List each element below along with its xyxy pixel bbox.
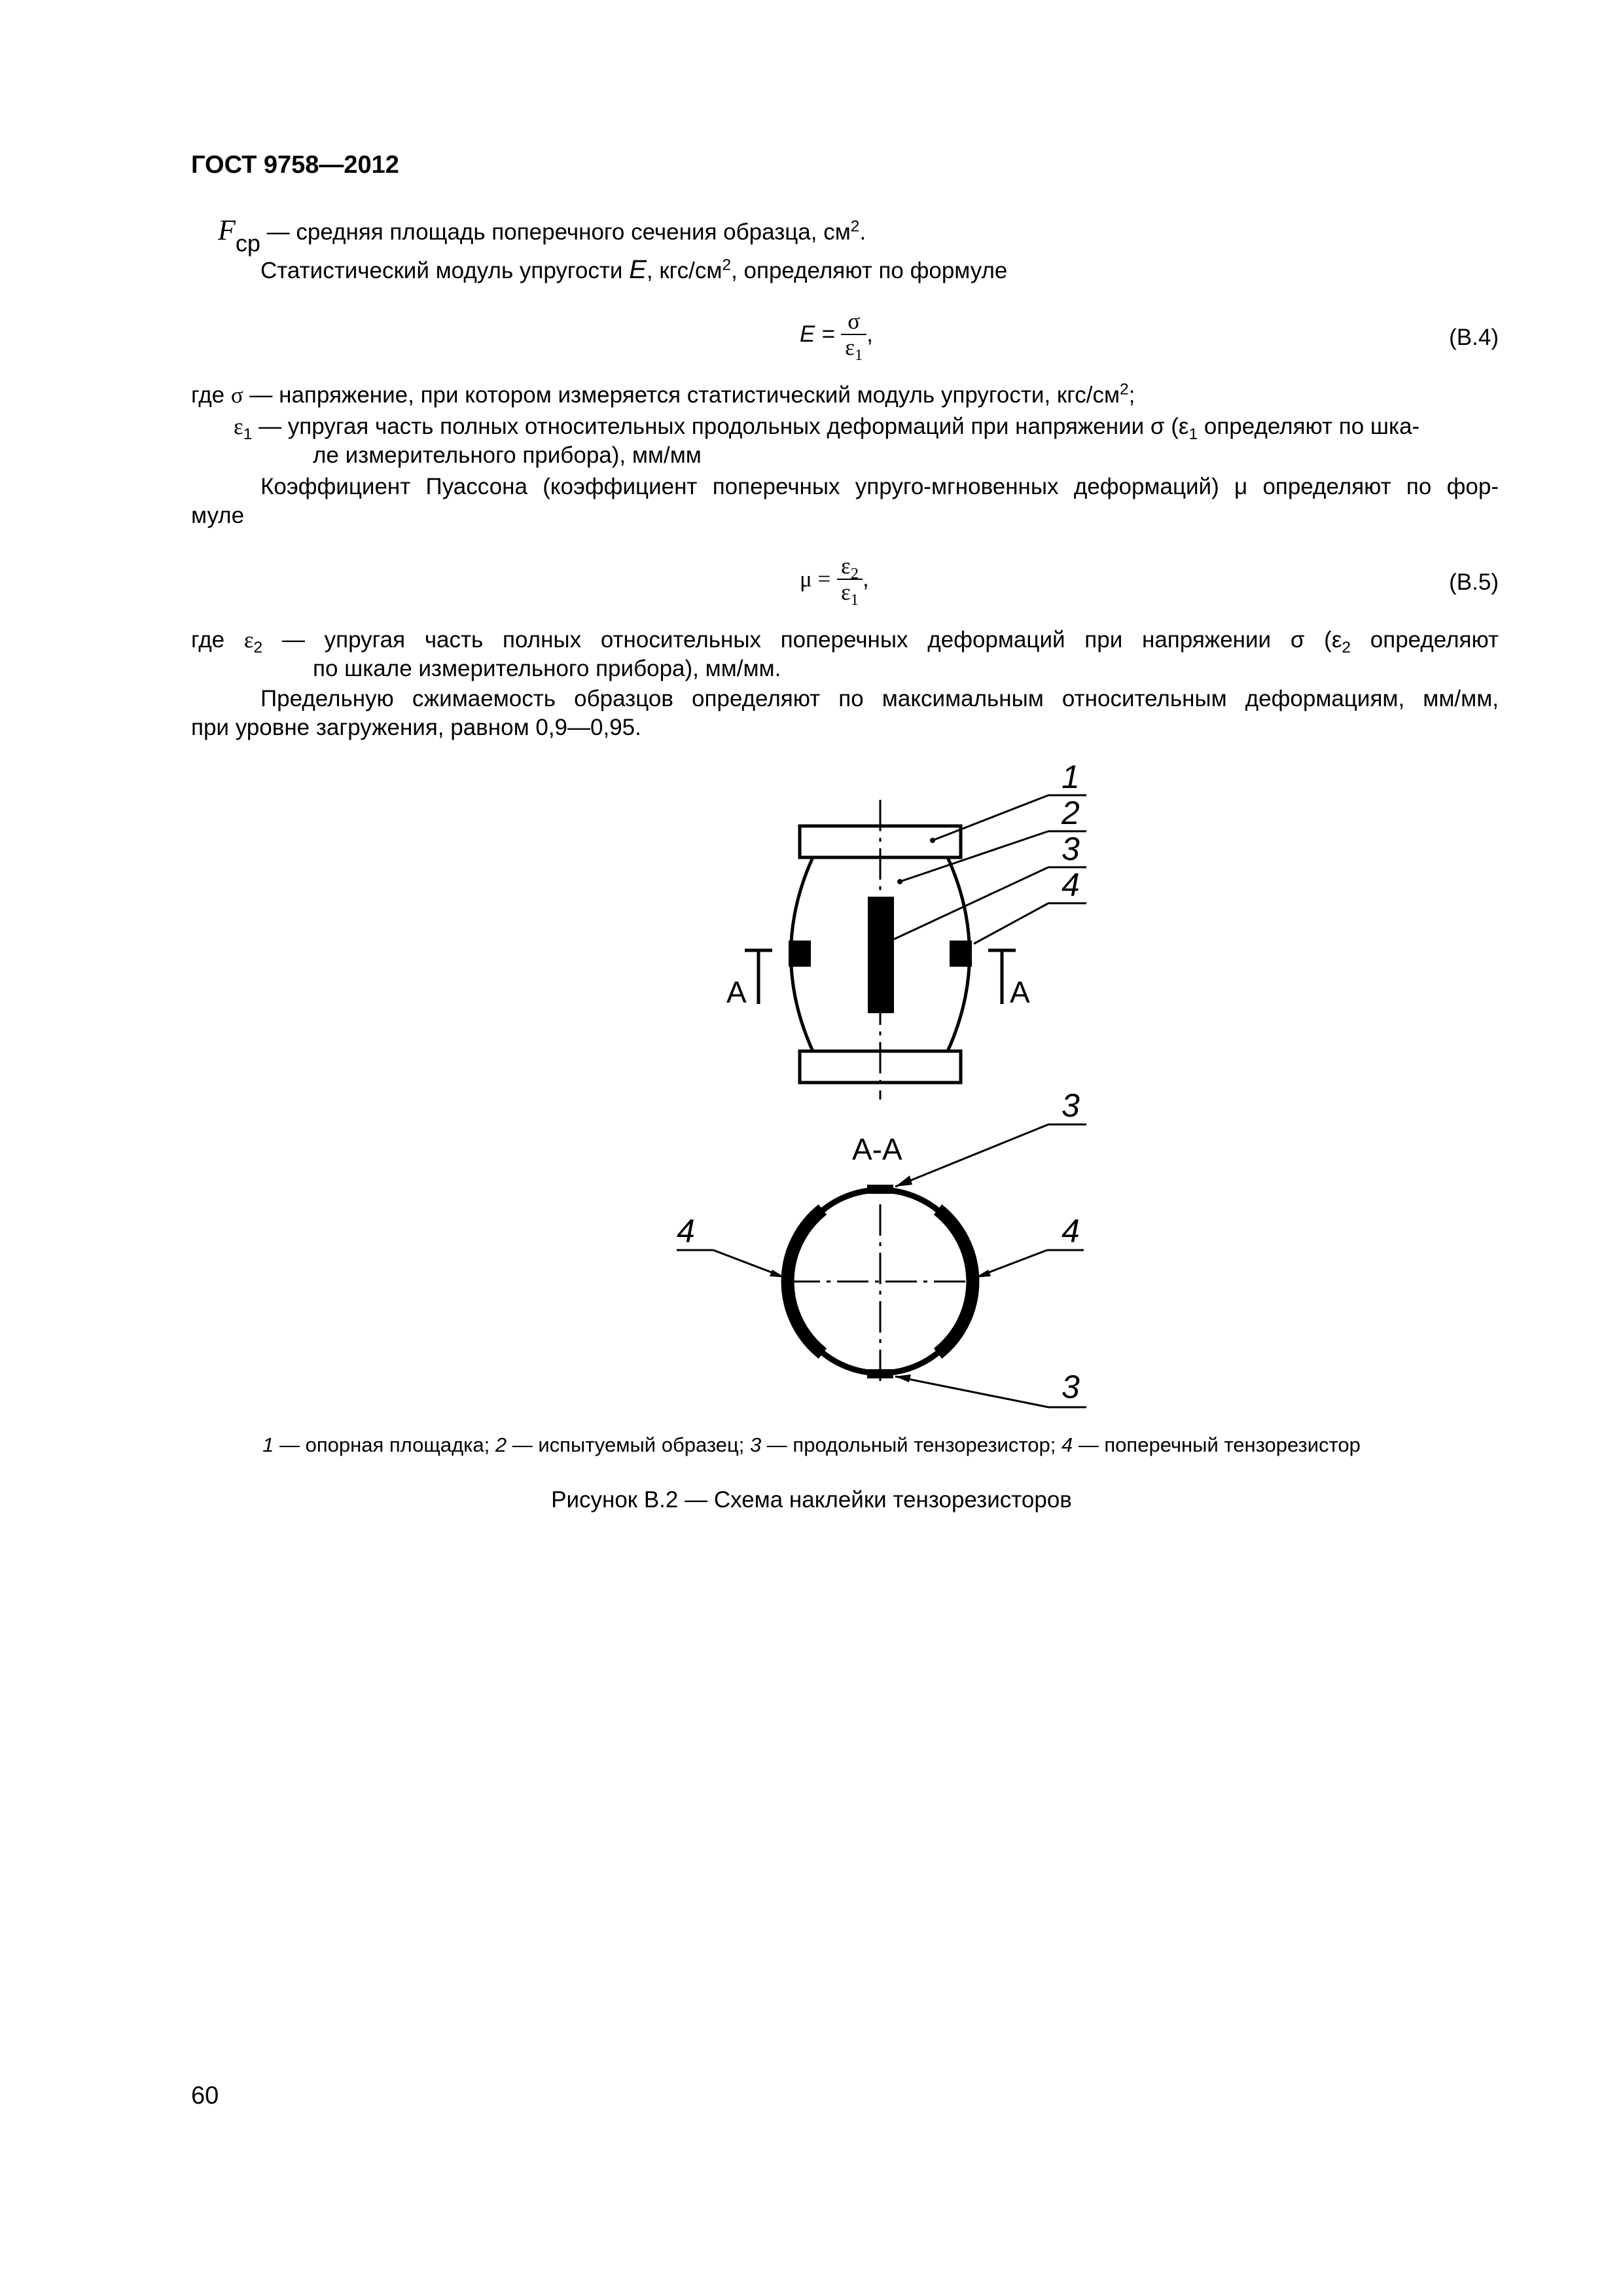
eps2-sub: 2 [253, 639, 263, 656]
eq-b4-den-sub: 1 [854, 346, 863, 364]
modulus-text-a: Статистический модуль упругости [260, 258, 630, 283]
where-sigma-end: ; [1128, 382, 1135, 408]
section-leader-3-bottom [895, 1376, 1048, 1407]
leader-dot-2 [897, 879, 902, 884]
eps1-symbol: ε [234, 414, 243, 439]
label-4: 4 [1061, 867, 1080, 903]
modulus-text-b: , кгс/см [646, 258, 722, 283]
legend-num-3: 3 [749, 1433, 762, 1456]
legend-text-2: — испытуемый образец; [507, 1433, 750, 1456]
leader-dot-1 [930, 838, 935, 843]
section-label-4-right: 4 [1061, 1213, 1080, 1249]
eps2-symbol: ε [243, 627, 254, 653]
transverse-gauge-right [950, 941, 972, 967]
label-3: 3 [1061, 831, 1080, 867]
leader-line-4 [974, 903, 1048, 944]
section-leader-3-top [895, 1124, 1048, 1187]
arrowhead-3-bottom [895, 1374, 911, 1382]
modulus-sup: 2 [722, 256, 732, 274]
fcp-text: — средняя площадь поперечного сечения образца, см [260, 219, 851, 245]
eq-b4-tail: , [866, 321, 873, 347]
legend-num-1: 1 [262, 1433, 274, 1456]
where-sigma-sup: 2 [1120, 380, 1129, 399]
modulus-text-c: , определяют по формуле [731, 258, 1008, 283]
where-eps2-text-b: определяют [1351, 627, 1499, 653]
fcp-unit-sup: 2 [850, 217, 860, 236]
document-header: ГОСТ 9758—2012 [191, 151, 399, 179]
eq-b5-num-symbol: ε [841, 553, 851, 579]
label-1: 1 [1061, 759, 1080, 795]
where-eps1-inline-sub: 1 [1188, 425, 1198, 443]
poisson-line1: Коэффициент Пуассона (коэффициент поперечных упруго-мгновенных деформаций) μ определяют по фор- [260, 474, 1499, 499]
section-label-3-bottom: 3 [1061, 1369, 1080, 1405]
transverse-gauge-left [789, 941, 811, 967]
sigma-symbol: σ [230, 382, 243, 408]
eq-b5-den-symbol: ε [841, 579, 851, 605]
eq-b5-tail: , [862, 566, 869, 592]
section-label-4-left: 4 [677, 1213, 695, 1249]
where-eps2-inline-sub: 2 [1342, 639, 1351, 656]
section-mark-left-label: A [726, 975, 747, 1009]
legend-num-4: 4 [1061, 1433, 1073, 1456]
section-title: А-А [852, 1132, 902, 1166]
legend-text-3: — продольный тензорезистор; [761, 1433, 1061, 1456]
section-gauge-top [867, 1185, 893, 1194]
legend-text-4: — поперечный тензорезистор [1073, 1433, 1361, 1456]
eq-b4-den-symbol: ε [845, 334, 855, 360]
page-number: 60 [191, 2082, 219, 2109]
eps1-sub: 1 [243, 425, 253, 443]
where-eps1-text-a: — упругая часть полных относительных продольных деформаций при напряжении σ (ε [252, 414, 1189, 439]
legend-num-2: 2 [495, 1433, 507, 1456]
figure-caption: Рисунок В.2 — Схема наклейки тензорезисторов [551, 1487, 1072, 1513]
where-eps2-text-a: — упругая часть полных относительных поперечных деформаций при напряжении σ (ε [262, 627, 1342, 653]
eq-b5-num-sub: 2 [850, 565, 859, 583]
poisson-line2: муле [191, 503, 245, 528]
leader-line-1 [933, 795, 1048, 840]
where-eps1-text-b: определяют по шка- [1198, 414, 1420, 439]
equation-b5-number: (В.5) [1449, 569, 1499, 595]
compress-line2: при уровне загружения, равном 0,9—0,95. [191, 715, 641, 740]
where-eps2-line2: по шкале измерительного прибора), мм/мм. [313, 656, 781, 681]
where-eps1-line2: ле измерительного прибора), мм/мм [313, 442, 702, 468]
modulus-symbol: E [629, 255, 647, 284]
eq-b4-lhs: E = [800, 321, 835, 347]
eq-b4-numerator: σ [841, 309, 866, 335]
longitudinal-gauge [868, 897, 894, 1013]
figure-legend [0, 1432, 1623, 1458]
where2-lead: где [191, 627, 244, 653]
compress-line1: Предельную сжимаемость образцов определяют по максимальным относительным деформациям, мм/мм, [260, 686, 1499, 711]
arrowhead-3-top [895, 1175, 912, 1187]
eq-b5-den-sub: 1 [850, 591, 859, 609]
fcp-subscript: ср [235, 230, 260, 257]
where-lead: где [191, 382, 231, 408]
equation-b4-number: (В.4) [1449, 325, 1499, 350]
label-2: 2 [1061, 795, 1080, 831]
leader-line-3 [894, 867, 1048, 939]
fcp-symbol: F [218, 214, 236, 246]
section-mark-right-label: A [1010, 975, 1030, 1009]
eq-b5-lhs: μ = [800, 566, 831, 592]
fcp-end: . [859, 219, 866, 245]
legend-text-1: — опорная площадка; [274, 1433, 495, 1456]
where-sigma-text: — напряжение, при котором измеряется статистический модуль упругости, кгс/см [243, 382, 1120, 408]
section-label-3-top: 3 [1061, 1087, 1080, 1124]
